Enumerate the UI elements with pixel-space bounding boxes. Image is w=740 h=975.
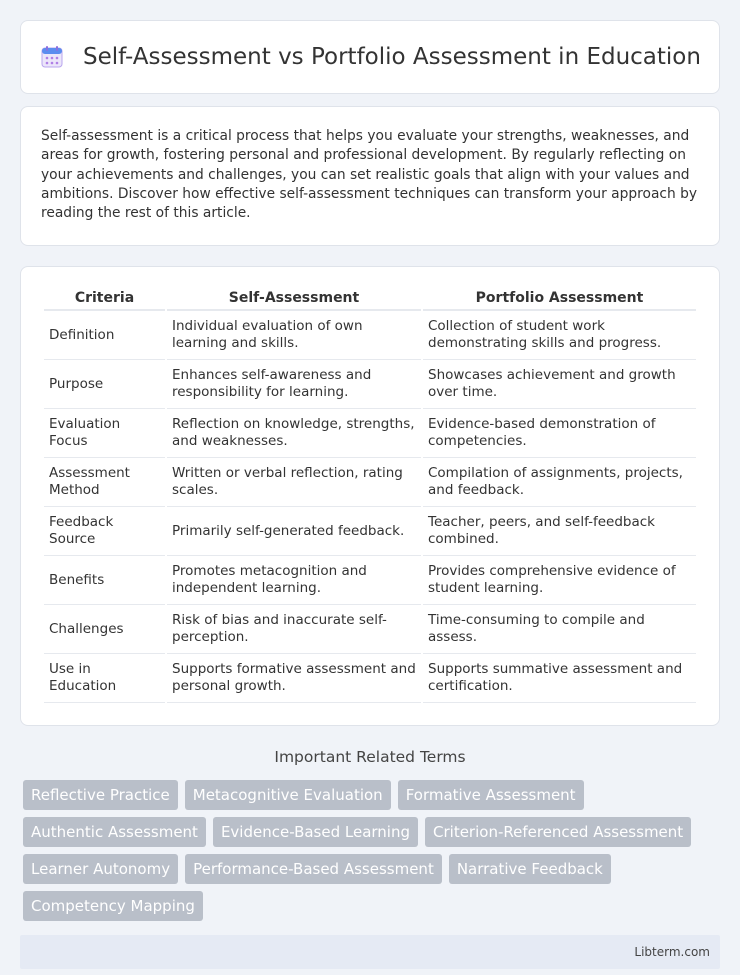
self-assessment-cell: Risk of bias and inaccurate self-perception. (167, 605, 421, 654)
criteria-cell: Definition (44, 311, 165, 360)
self-assessment-cell: Supports formative assessment and personal growth. (167, 654, 421, 703)
term-tag[interactable]: Formative Assessment (398, 780, 584, 810)
title-card (20, 20, 720, 94)
calendar-icon (39, 44, 65, 70)
portfolio-assessment-cell: Time-consuming to compile and assess. (423, 605, 696, 654)
footer (20, 935, 720, 969)
table-row (44, 458, 696, 507)
self-assessment-cell: Promotes metacognition and independent learning. (167, 556, 421, 605)
self-assessment-cell: Enhances self-awareness and responsibility for learning. (167, 360, 421, 409)
term-tag[interactable]: Authentic Assessment (23, 817, 206, 847)
intro-card (20, 106, 720, 246)
criteria-cell: Evaluation Focus (44, 409, 165, 458)
term-tag[interactable]: Criterion-Referenced Assessment (425, 817, 691, 847)
portfolio-assessment-cell: Supports summative assessment and certification. (423, 654, 696, 703)
self-assessment-cell: Primarily self-generated feedback. (167, 507, 421, 556)
criteria-cell: Purpose (44, 360, 165, 409)
term-tag[interactable]: Performance-Based Assessment (185, 854, 442, 884)
table-row (44, 311, 696, 360)
header-self-assessment: Self-Assessment (167, 287, 421, 311)
header-portfolio-assessment: Portfolio Assessment (423, 287, 696, 311)
header-criteria: Criteria (44, 287, 165, 311)
comparison-table (42, 287, 698, 703)
portfolio-assessment-cell: Teacher, peers, and self-feedback combined. (423, 507, 696, 556)
table-row (44, 605, 696, 654)
term-tag[interactable]: Evidence-Based Learning (213, 817, 418, 847)
footer-site-link[interactable]: Libterm.com (634, 945, 710, 960)
criteria-cell: Benefits (44, 556, 165, 605)
self-assessment-cell: Reflection on knowledge, strengths, and weaknesses. (167, 409, 421, 458)
term-tag[interactable]: Reflective Practice (23, 780, 178, 810)
comparison-table-card (20, 266, 720, 726)
portfolio-assessment-cell: Provides comprehensive evidence of student learning. (423, 556, 696, 605)
table-row (44, 409, 696, 458)
criteria-cell: Assessment Method (44, 458, 165, 507)
table-row (44, 360, 696, 409)
table-header-row (44, 287, 696, 311)
criteria-cell: Use in Education (44, 654, 165, 703)
table-row (44, 556, 696, 605)
self-assessment-cell: Written or verbal reflection, rating scales. (167, 458, 421, 507)
intro-text: Self-assessment is a critical process that helps you evaluate your strengths, weaknesses, and areas for growth, fostering personal and professional development. By regularly reflecting on your achievements and challenges, you can set realistic goals that align with your values and ambitions. Discover how effective self-assessment techniques can transform your approach by reading the rest of this article. (41, 128, 698, 222)
criteria-cell: Feedback Source (44, 507, 165, 556)
self-assessment-cell: Individual evaluation of own learning and skills. (167, 311, 421, 360)
term-tag[interactable]: Competency Mapping (23, 891, 203, 921)
portfolio-assessment-cell: Showcases achievement and growth over time. (423, 360, 696, 409)
criteria-cell: Challenges (44, 605, 165, 654)
related-terms-heading: Important Related Terms (274, 748, 466, 767)
table-row (44, 654, 696, 703)
table-row (44, 507, 696, 556)
term-tag[interactable]: Narrative Feedback (449, 854, 611, 884)
term-tag[interactable]: Metacognitive Evaluation (185, 780, 391, 810)
page-title: Self-Assessment vs Portfolio Assessment in Education (83, 44, 701, 70)
term-tag[interactable]: Learner Autonomy (23, 854, 178, 884)
portfolio-assessment-cell: Compilation of assignments, projects, and feedback. (423, 458, 696, 507)
related-terms-list (20, 780, 720, 921)
portfolio-assessment-cell: Collection of student work demonstrating skills and progress. (423, 311, 696, 360)
portfolio-assessment-cell: Evidence-based demonstration of competencies. (423, 409, 696, 458)
